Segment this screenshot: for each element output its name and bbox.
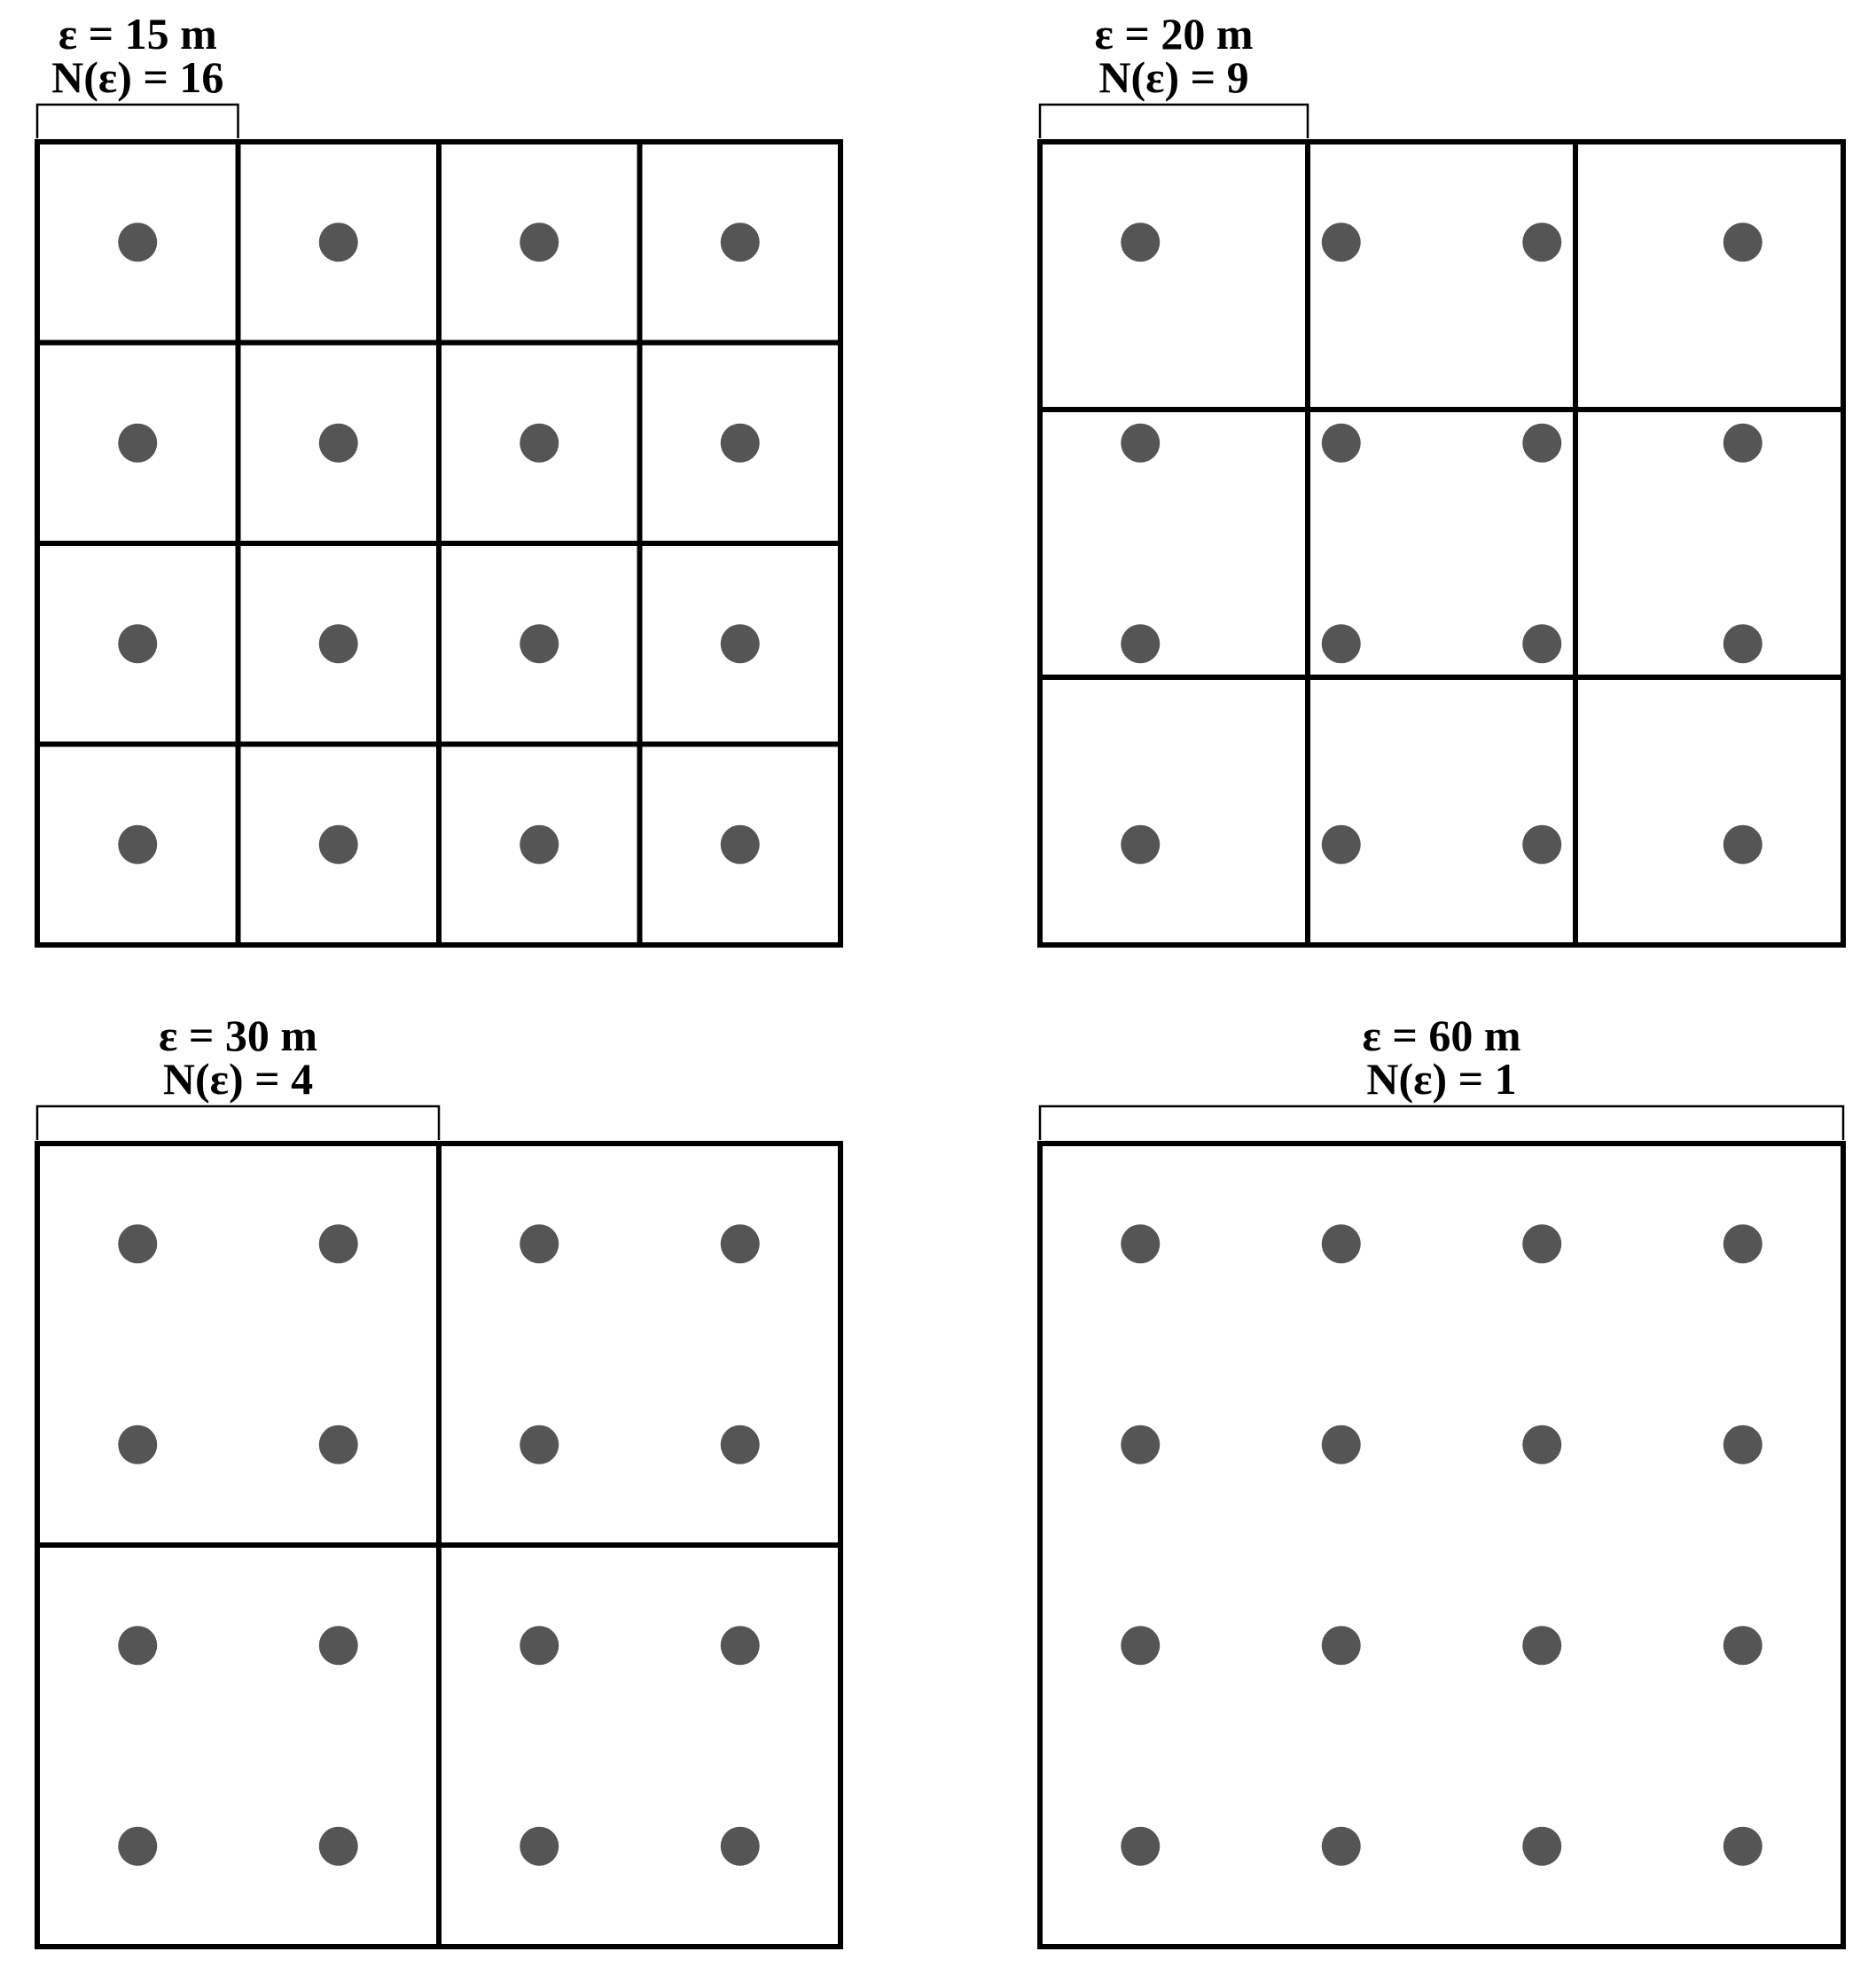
scale-bar — [1040, 1106, 1843, 1140]
data-point — [1522, 424, 1561, 463]
data-point — [1322, 222, 1361, 262]
box-grid — [1040, 1144, 1843, 1947]
count-label: N(ε) = 4 — [162, 1054, 314, 1104]
data-point — [721, 1827, 760, 1866]
data-point — [520, 1224, 559, 1263]
data-point — [319, 1626, 358, 1665]
data-point — [1322, 1425, 1361, 1464]
data-point — [319, 1224, 358, 1263]
scale-bar-line — [1040, 1106, 1843, 1140]
data-point — [118, 222, 157, 262]
data-point — [319, 222, 358, 262]
data-point — [1121, 1827, 1160, 1866]
data-point — [1522, 624, 1561, 663]
data-point — [1724, 1224, 1763, 1263]
data-point — [1121, 624, 1160, 663]
data-point — [118, 424, 157, 463]
data-point — [319, 825, 358, 864]
panel-3 — [37, 1011, 840, 1947]
data-point — [520, 1626, 559, 1665]
scale-bar — [37, 105, 238, 138]
scale-bar — [1040, 105, 1308, 138]
box-grid — [37, 142, 840, 945]
data-point — [721, 624, 760, 663]
data-point — [319, 424, 358, 463]
panel-4 — [1040, 1011, 1843, 1947]
data-point — [1522, 1224, 1561, 1263]
data-point — [1724, 1626, 1763, 1665]
data-point — [520, 1827, 559, 1866]
epsilon-label: ε = 30 m — [158, 1011, 318, 1060]
data-point — [520, 222, 559, 262]
data-point — [1522, 1626, 1561, 1665]
data-point — [1522, 825, 1561, 864]
point-set — [1121, 1224, 1763, 1866]
data-point — [1322, 1626, 1361, 1665]
scale-bar-line — [37, 105, 238, 138]
data-point — [721, 424, 760, 463]
epsilon-label: ε = 15 m — [58, 9, 217, 59]
data-point — [1121, 424, 1160, 463]
data-point — [1724, 424, 1763, 463]
data-point — [1724, 624, 1763, 663]
data-point — [118, 1626, 157, 1665]
data-point — [520, 825, 559, 864]
data-point — [1322, 624, 1361, 663]
data-point — [721, 1626, 760, 1665]
panel-2 — [1040, 9, 1843, 945]
data-point — [319, 1425, 358, 1464]
count-label: N(ε) = 9 — [1098, 52, 1249, 102]
count-label: N(ε) = 16 — [51, 52, 224, 102]
data-point — [118, 624, 157, 663]
data-point — [520, 624, 559, 663]
data-point — [1522, 1425, 1561, 1464]
data-point — [1724, 1425, 1763, 1464]
data-point — [520, 424, 559, 463]
data-point — [1121, 222, 1160, 262]
scale-bar — [37, 1106, 439, 1140]
data-point — [1724, 222, 1763, 262]
data-point — [1121, 1626, 1160, 1665]
data-point — [118, 1224, 157, 1263]
data-point — [1322, 424, 1361, 463]
data-point — [1724, 1827, 1763, 1866]
box-grid — [37, 1144, 840, 1947]
data-point — [721, 825, 760, 864]
data-point — [1121, 825, 1160, 864]
data-point — [319, 1827, 358, 1866]
data-point — [721, 1425, 760, 1464]
point-set — [1121, 222, 1763, 864]
data-point — [319, 624, 358, 663]
box-grid — [1040, 142, 1843, 945]
count-label: N(ε) = 1 — [1366, 1054, 1517, 1104]
panel-1 — [37, 9, 840, 945]
data-point — [118, 825, 157, 864]
epsilon-label: ε = 60 m — [1362, 1011, 1521, 1060]
data-point — [721, 1224, 760, 1263]
data-point — [1121, 1425, 1160, 1464]
data-point — [1724, 825, 1763, 864]
epsilon-label: ε = 20 m — [1094, 9, 1254, 59]
data-point — [118, 1827, 157, 1866]
data-point — [1522, 1827, 1561, 1866]
data-point — [1322, 1827, 1361, 1866]
data-point — [520, 1425, 559, 1464]
data-point — [721, 222, 760, 262]
data-point — [1322, 825, 1361, 864]
data-point — [1522, 222, 1561, 262]
data-point — [1322, 1224, 1361, 1263]
scale-bar-line — [37, 1106, 439, 1140]
data-point — [118, 1425, 157, 1464]
scale-bar-line — [1040, 105, 1308, 138]
data-point — [1121, 1224, 1160, 1263]
